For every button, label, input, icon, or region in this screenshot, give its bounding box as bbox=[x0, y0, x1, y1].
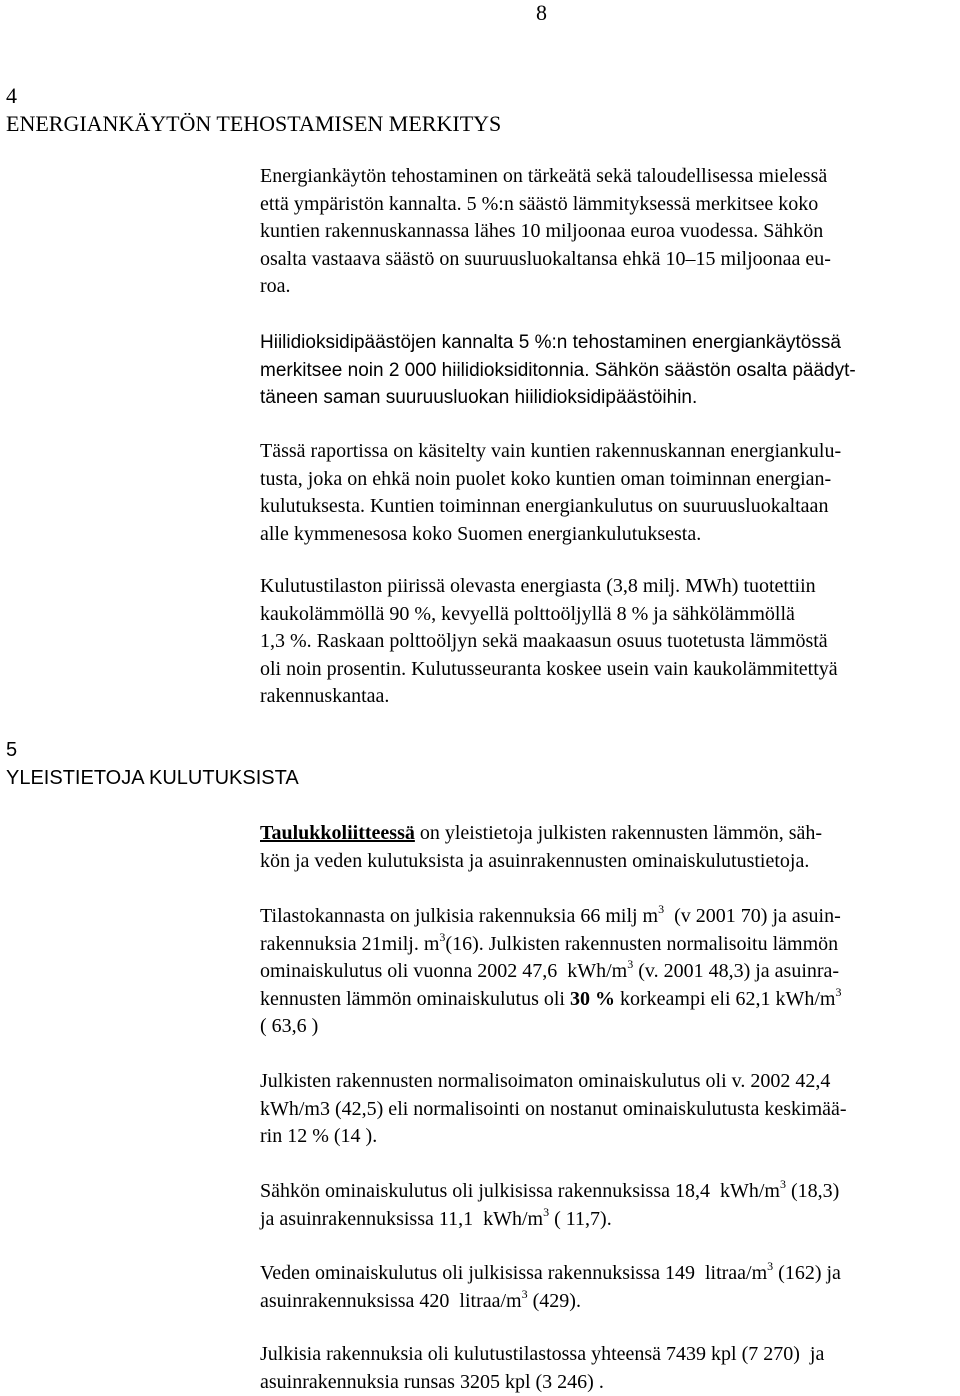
text-line: kaukolämmöllä 90 %, kevyellä polttoöljyllä 8 % ja sähkölämmöllä bbox=[260, 601, 956, 629]
text-fragment: (429). bbox=[528, 1290, 581, 1312]
superscript: 3 bbox=[543, 1205, 549, 1219]
text-fragment: asuinrakennuksissa 420 litraa/m bbox=[260, 1290, 522, 1312]
text-line: ( 63,6 ) bbox=[260, 1013, 956, 1041]
text-line bbox=[260, 931, 956, 959]
text-line: asuinrakennuksia runsas 3205 kpl (3 246) . bbox=[260, 1369, 956, 1396]
superscript: 3 bbox=[658, 902, 664, 916]
text-line: Hiilidioksidipäästöjen kannalta 5 %:n tehostaminen energiankäytössä bbox=[260, 329, 956, 357]
text-line: kulutuksesta. Kuntien toiminnan energiankulutus on suuruusluokaltaan bbox=[260, 493, 956, 521]
text-fragment: kennusten lämmön ominaiskulutus oli bbox=[260, 988, 570, 1010]
text-line: täneen saman suuruusluokan hiilidioksidipäästöihin. bbox=[260, 384, 956, 412]
text-fragment: Tilastokannasta on julkisia rakennuksia 66 milj m bbox=[260, 905, 658, 927]
text-fragment: ( 11,7). bbox=[549, 1208, 612, 1230]
superscript: 3 bbox=[780, 1177, 786, 1191]
text-line: Energiankäytön tehostaminen on tärkeätä sekä taloudellisessa mielessä bbox=[260, 163, 956, 191]
text-fragment: korkeampi eli 62,1 kWh/m bbox=[615, 988, 836, 1010]
section-4-title: ENERGIANKÄYTÖN TEHOSTAMISEN MERKITYS bbox=[6, 110, 501, 138]
text-fragment: rakennuksia 21milj. m bbox=[260, 933, 439, 955]
text-fragment: (162) ja bbox=[773, 1262, 841, 1284]
page-number: 8 bbox=[536, 0, 547, 26]
text-line bbox=[260, 1206, 956, 1234]
superscript: 3 bbox=[439, 930, 445, 944]
text-line: Kulutustilaston piirissä olevasta energiasta (3,8 milj. MWh) tuotettiin bbox=[260, 573, 956, 601]
text-line: Tässä raportissa on käsitelty vain kuntien rakennuskannan energiankulu- bbox=[260, 438, 956, 466]
paragraph-report-scope bbox=[260, 438, 956, 548]
paragraph-building-count bbox=[260, 1341, 956, 1396]
text-line: kWh/m3 (42,5) eli normalisointi on nostanut ominaiskulutusta keskimää- bbox=[260, 1096, 956, 1124]
text-line: Julkisten rakennusten normalisoimaton ominaiskulutus oli v. 2002 42,4 bbox=[260, 1068, 956, 1096]
paragraph-appendix-intro bbox=[260, 820, 956, 875]
paragraph-energy-sources bbox=[260, 573, 956, 711]
text-line: kuntien rakennuskannassa lähes 10 miljoonaa euroa vuodessa. Sähkön bbox=[260, 218, 956, 246]
text-fragment: Sähkön ominaiskulutus oli julkisissa rakennuksissa 18,4 kWh/m bbox=[260, 1180, 780, 1202]
text-line bbox=[260, 903, 956, 931]
text-line bbox=[260, 986, 956, 1014]
paragraph-water-consumption bbox=[260, 1260, 956, 1315]
text-line: rakennuskantaa. bbox=[260, 683, 956, 711]
appendix-term: Taulukkoliitteessä bbox=[260, 822, 415, 844]
bold-percentage: 30 % bbox=[570, 988, 615, 1010]
text-line bbox=[260, 1288, 956, 1316]
text-fragment: (18,3) bbox=[786, 1180, 839, 1202]
text-line: rin 12 % (14 ). bbox=[260, 1123, 956, 1151]
paragraph-unnormalized-consumption bbox=[260, 1068, 956, 1151]
section-5-number: 5 bbox=[6, 736, 299, 764]
text-fragment: on yleistietoja julkisten rakennusten lämmön, säh- bbox=[415, 822, 822, 844]
text-line: alle kymmenesosa koko Suomen energiankulutuksesta. bbox=[260, 521, 956, 549]
paragraph-co2-emissions bbox=[260, 329, 956, 412]
text-line: oli noin prosentin. Kulutusseuranta koskee usein vain kaukolämmitettyä bbox=[260, 656, 956, 684]
text-line: osalta vastaava säästö on suuruusluokaltansa ehkä 10–15 miljoonaa eu- bbox=[260, 246, 956, 274]
text-line bbox=[260, 1260, 956, 1288]
text-fragment: ominaiskulutus oli vuonna 2002 47,6 kWh/m bbox=[260, 960, 627, 982]
text-line: 1,3 %. Raskaan polttoöljyn sekä maakaasun osuus tuotetusta lämmöstä bbox=[260, 628, 956, 656]
text-fragment: Veden ominaiskulutus oli julkisissa rakennuksissa 149 litraa/m bbox=[260, 1262, 767, 1284]
superscript: 3 bbox=[836, 985, 842, 999]
text-line: että ympäristön kannalta. 5 %:n säästö lämmityksessä merkitsee koko bbox=[260, 191, 956, 219]
text-line bbox=[260, 1178, 956, 1206]
text-line: merkitsee noin 2 000 hiilidioksiditonnia. Sähkön säästön osalta päädyt- bbox=[260, 357, 956, 385]
paragraph-electricity-consumption bbox=[260, 1178, 956, 1233]
text-line: kön ja veden kulutuksista ja asuinrakennusten ominaiskulutustietoja. bbox=[260, 848, 956, 876]
superscript: 3 bbox=[627, 957, 633, 971]
text-line: roa. bbox=[260, 273, 956, 301]
section-4-number: 4 bbox=[6, 82, 501, 110]
section-5-heading bbox=[6, 736, 299, 792]
text-fragment: ja asuinrakennuksissa 11,1 kWh/m bbox=[260, 1208, 543, 1230]
text-line: Julkisia rakennuksia oli kulutustilastossa yhteensä 7439 kpl (7 270) ja bbox=[260, 1341, 956, 1369]
text-fragment: (16). Julkisten rakennusten normalisoitu lämmön bbox=[445, 933, 838, 955]
text-fragment: (v. 2001 48,3) ja asuinra- bbox=[633, 960, 839, 982]
text-fragment: (v 2001 70) ja asuin- bbox=[664, 905, 841, 927]
section-4-heading bbox=[6, 82, 501, 138]
paragraph-energy-efficiency bbox=[260, 163, 956, 301]
text-line bbox=[260, 820, 956, 848]
section-5-title: YLEISTIETOJA KULUTUKSISTA bbox=[6, 764, 299, 792]
superscript: 3 bbox=[767, 1259, 773, 1273]
text-line bbox=[260, 958, 956, 986]
text-line: tusta, joka on ehkä noin puolet koko kuntien oman toiminnan energian- bbox=[260, 466, 956, 494]
paragraph-heat-consumption bbox=[260, 903, 956, 1041]
superscript: 3 bbox=[522, 1287, 528, 1301]
